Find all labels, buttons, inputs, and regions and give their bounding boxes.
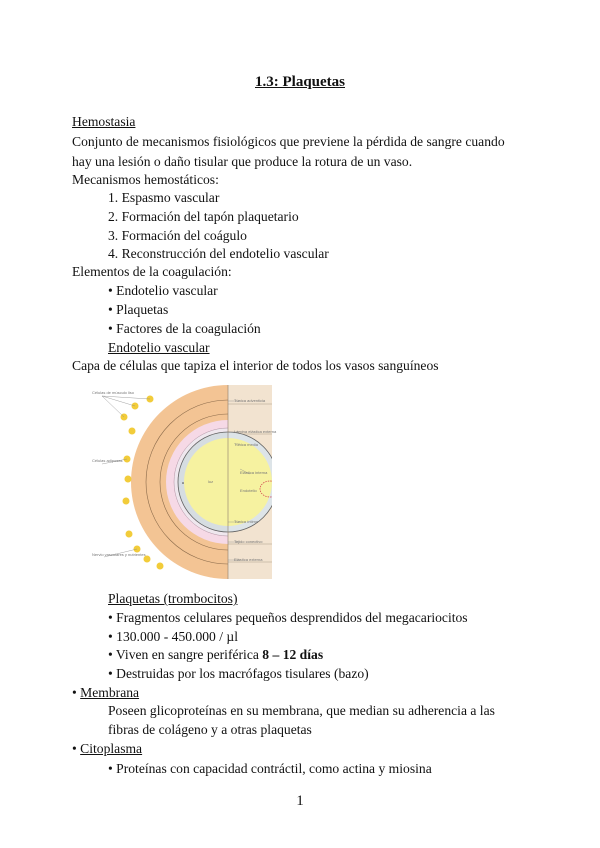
- plaquetas-item-1: • Fragmentos celulares pequeños desprendidos del megacariocitos: [108, 610, 468, 625]
- citoplasma-item-1: • Proteínas con capacidad contráctil, como actina y miosina: [108, 761, 432, 776]
- plaquetas-heading: Plaquetas (trombocitos): [108, 591, 238, 606]
- vessel-wall-diagram: [90, 384, 272, 580]
- label-elastica-externa: Elástica externa: [234, 557, 263, 562]
- hemostasia-heading: Hemostasia: [72, 114, 136, 129]
- membrana-line2: fibras de colágeno y a otras plaquetas: [108, 722, 312, 737]
- label-tunica-adventicia: Túnica adventicia: [234, 398, 266, 403]
- page-number: 1: [296, 793, 304, 809]
- hemostasia-definition-line2: hay una lesión o daño tisular que produce la rotura de un vaso.: [72, 154, 413, 169]
- citoplasma-bullet: •: [72, 741, 81, 756]
- endotelio-heading: Endotelio vascular: [108, 340, 210, 355]
- membrana-row: [72, 684, 139, 702]
- citoplasma-row: [72, 740, 142, 758]
- vessel-wall-figure: [90, 384, 277, 580]
- plaquetas-item-4: • Destruidas por los macrófagos tisulares (bazo): [108, 666, 369, 681]
- membrana-bullet: •: [72, 685, 81, 700]
- plaquetas-item-2: • 130.000 - 450.000 / µl: [108, 629, 239, 644]
- page-title: 1.3: Plaquetas: [255, 74, 345, 90]
- elementos-heading: Elementos de la coagulación:: [72, 264, 232, 279]
- hemostasia-definition-line1: Conjunto de mecanismos fisiológicos que previene la pérdida de sangre cuando: [72, 134, 505, 149]
- endotelio-definition: Capa de células que tapiza el interior de todos los vasos sanguíneos: [72, 358, 439, 373]
- citoplasma-heading: Citoplasma: [80, 741, 143, 756]
- label-lamina-externa: Lámina elástica externa: [234, 429, 277, 434]
- membrana-line1: Poseen glicoproteínas en su membrana, que median su adherencia a las: [108, 703, 495, 718]
- label-endotelio: Endotelio: [240, 488, 257, 493]
- elemento-item-2: • Plaquetas: [108, 302, 169, 317]
- membrana-heading: Membrana: [80, 685, 140, 700]
- label-tejido-conectivo: Tejido conectivo: [234, 539, 263, 544]
- plaquetas-item-3-text: • Viven en sangre periférica: [108, 647, 263, 662]
- elemento-item-1: • Endotelio vascular: [108, 283, 218, 298]
- label-elastica-interna: Elástica interna: [240, 470, 268, 475]
- label-celulas-musculo: Células de músculo liso: [92, 390, 135, 395]
- label-tunica-media: Túnica media: [234, 442, 259, 447]
- label-celulas-adiposas: Células adiposas: [92, 458, 123, 463]
- plaquetas-item-3: [108, 646, 323, 664]
- mecanismo-item-4: 4. Reconstrucción del endotelio vascular: [108, 246, 329, 261]
- mecanismo-item-1: 1. Espasmo vascular: [108, 190, 220, 205]
- label-lumen: luz: [208, 479, 214, 484]
- elemento-item-3: • Factores de la coagulación: [108, 321, 261, 336]
- mecanismo-item-2: 2. Formación del tapón plaquetario: [108, 209, 299, 224]
- label-nervio: Nervio vasculares y nutrientes: [92, 552, 146, 557]
- mecanismos-heading: Mecanismos hemostáticos:: [72, 172, 219, 187]
- mecanismo-item-3: 3. Formación del coágulo: [108, 228, 247, 243]
- label-tunica-intima: Túnica íntima: [234, 519, 259, 524]
- plaquetas-item-3-bold: 8 – 12 días: [262, 647, 324, 662]
